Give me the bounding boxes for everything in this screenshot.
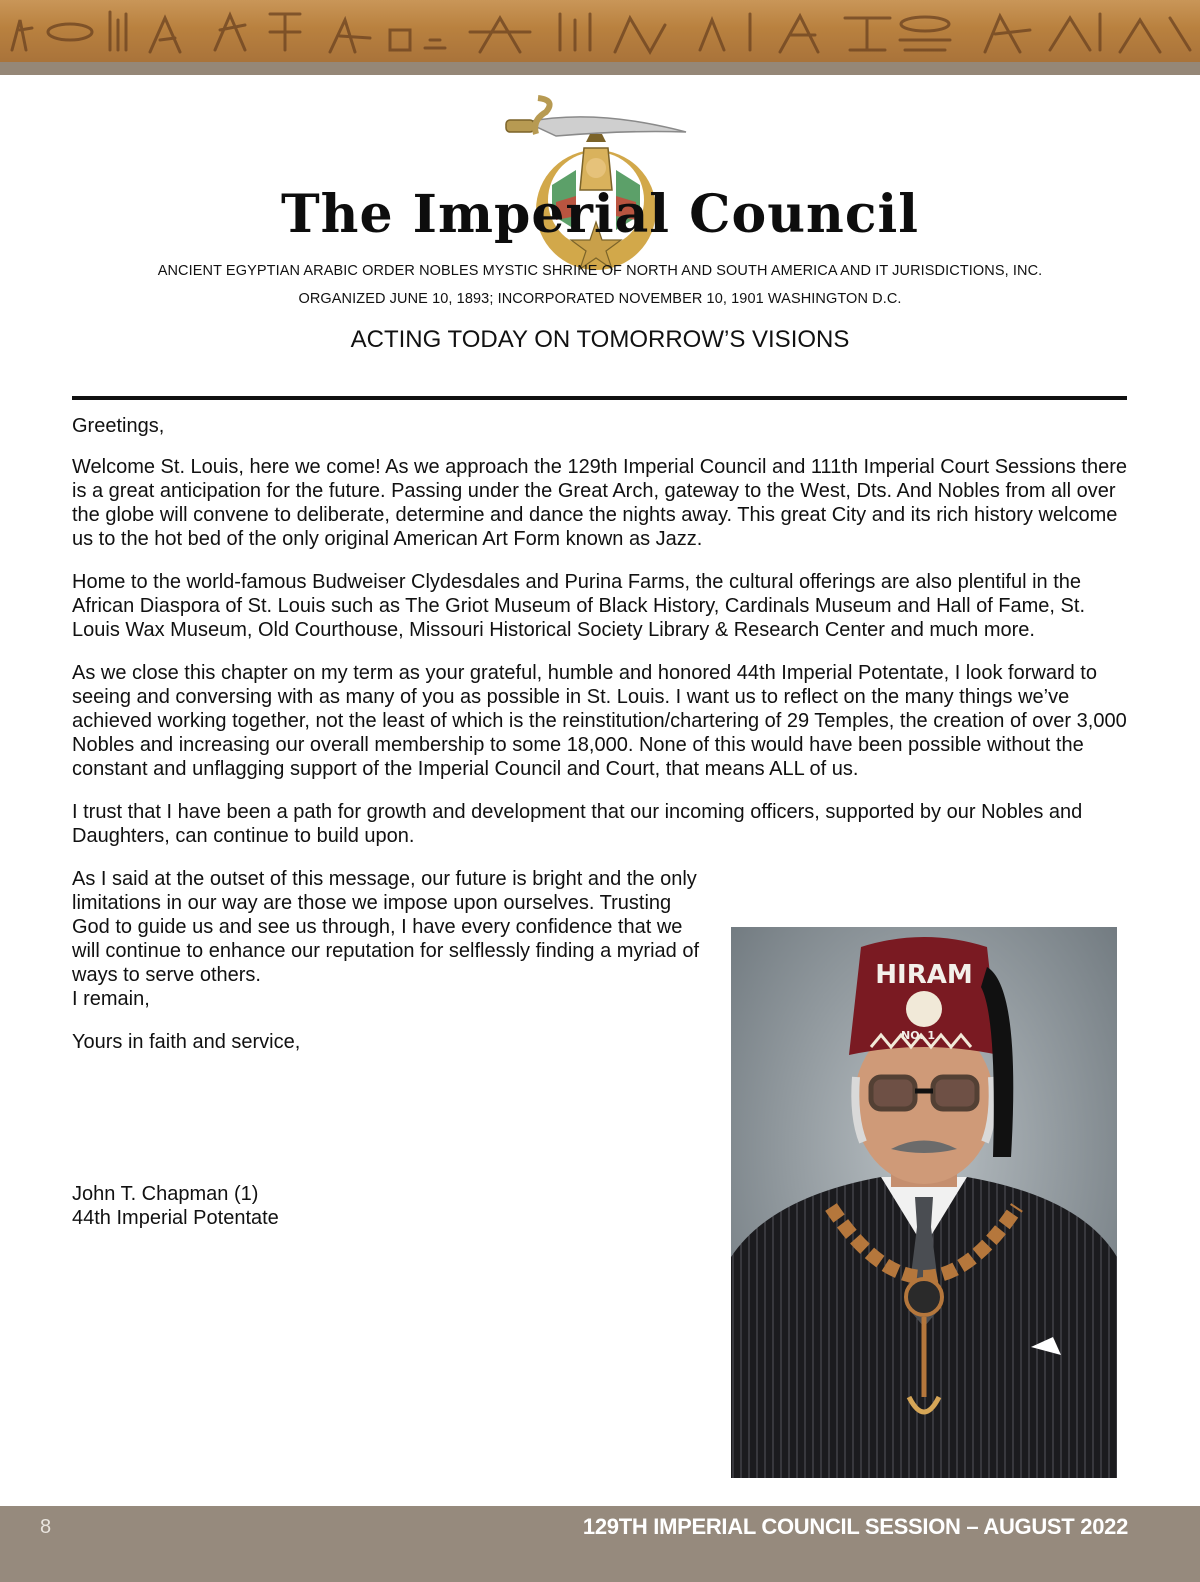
closing-block (72, 867, 712, 1054)
potentate-portrait (731, 927, 1117, 1478)
signer-name: John T. Chapman (1) (72, 1183, 259, 1205)
signature-block (72, 1182, 279, 1230)
remain-line: I remain, (72, 988, 150, 1010)
hieroglyph-carving-graphic (0, 0, 1200, 62)
header-divider (72, 396, 1127, 400)
motto: ACTING TODAY ON TOMORROW’S VISIONS (350, 326, 850, 353)
footer-title: 129TH IMPERIAL COUNCIL SESSION – AUGUST 2022 (582, 1514, 1128, 1539)
hieroglyph-banner (0, 0, 1200, 62)
fez-number: NO. 1 (901, 1029, 935, 1042)
page-number: 8 (40, 1516, 52, 1538)
fez-lettering: HIRAM (875, 960, 973, 990)
organization-name: ANCIENT EGYPTIAN ARABIC ORDER NOBLES MYSTIC SHRINE OF NORTH AND SOUTH AMERICA AND IT JURISDICTIONS, INC. (157, 263, 1043, 279)
paragraph: Welcome St. Louis, here we come! As we approach the 129th Imperial Council and 111th Imperial Court Sessions there is a great anticipation for the future. Passing under the Great Arch, gateway to the West, Dts. And Nobles from all over the globe will convene to deliberate, determine and dance the nights away. This great City and its rich history welcome us to the hot bed of the only original American Art Form known as Jazz. (72, 456, 1127, 550)
organization-dates: ORGANIZED JUNE 10, 1893; INCORPORATED NOVEMBER 10, 1901 WASHINGTON D.C. (298, 291, 902, 307)
paragraph: As I said at the outset of this message, our future is bright and the only limitations in our way are those we impose upon ourselves. Trusting God to guide us and see us through, I have every confidence that we will continue to enhance our reputation for selflessly finding a myriad of ways to serve others. (72, 868, 700, 986)
closing-line: Yours in faith and service, (72, 1031, 301, 1053)
portrait-image (731, 927, 1117, 1478)
banner-divider-bar (0, 62, 1200, 75)
paragraph: Home to the world-famous Budweiser Clydesdales and Purina Farms, the cultural offerings are also plentiful in the African Diaspora of St. Louis such as The Griot Museum of Black History, Cardinals Museum and Hall of Fame, St. Louis Wax Museum, Old Courthouse, Missouri Historical Society Library & Research Center and much more. (72, 571, 1085, 641)
council-title: The Imperial Council (280, 184, 920, 245)
greeting: Greetings, (72, 415, 165, 437)
paragraph: As we close this chapter on my term as your grateful, humble and honored 44th Imperial Potentate, I look forward to seeing and conversing with as many of you as possible in St. Louis. I want us to reflect on the many things we’ve achieved working together, not the least of which is the reinstitution/chartering of 29 Temples, the creation of over 3,000 Nobles and increasing our overall membership to some 18,000. None of this would have been possible without the constant and unflagging support of the Imperial Council and Court, that means ALL of us. (72, 662, 1127, 780)
signer-title: 44th Imperial Potentate (72, 1207, 279, 1229)
paragraph: I trust that I have been a path for growth and development that our incoming officers, supported by our Nobles and Daughters, can continue to build upon. (72, 801, 1083, 847)
